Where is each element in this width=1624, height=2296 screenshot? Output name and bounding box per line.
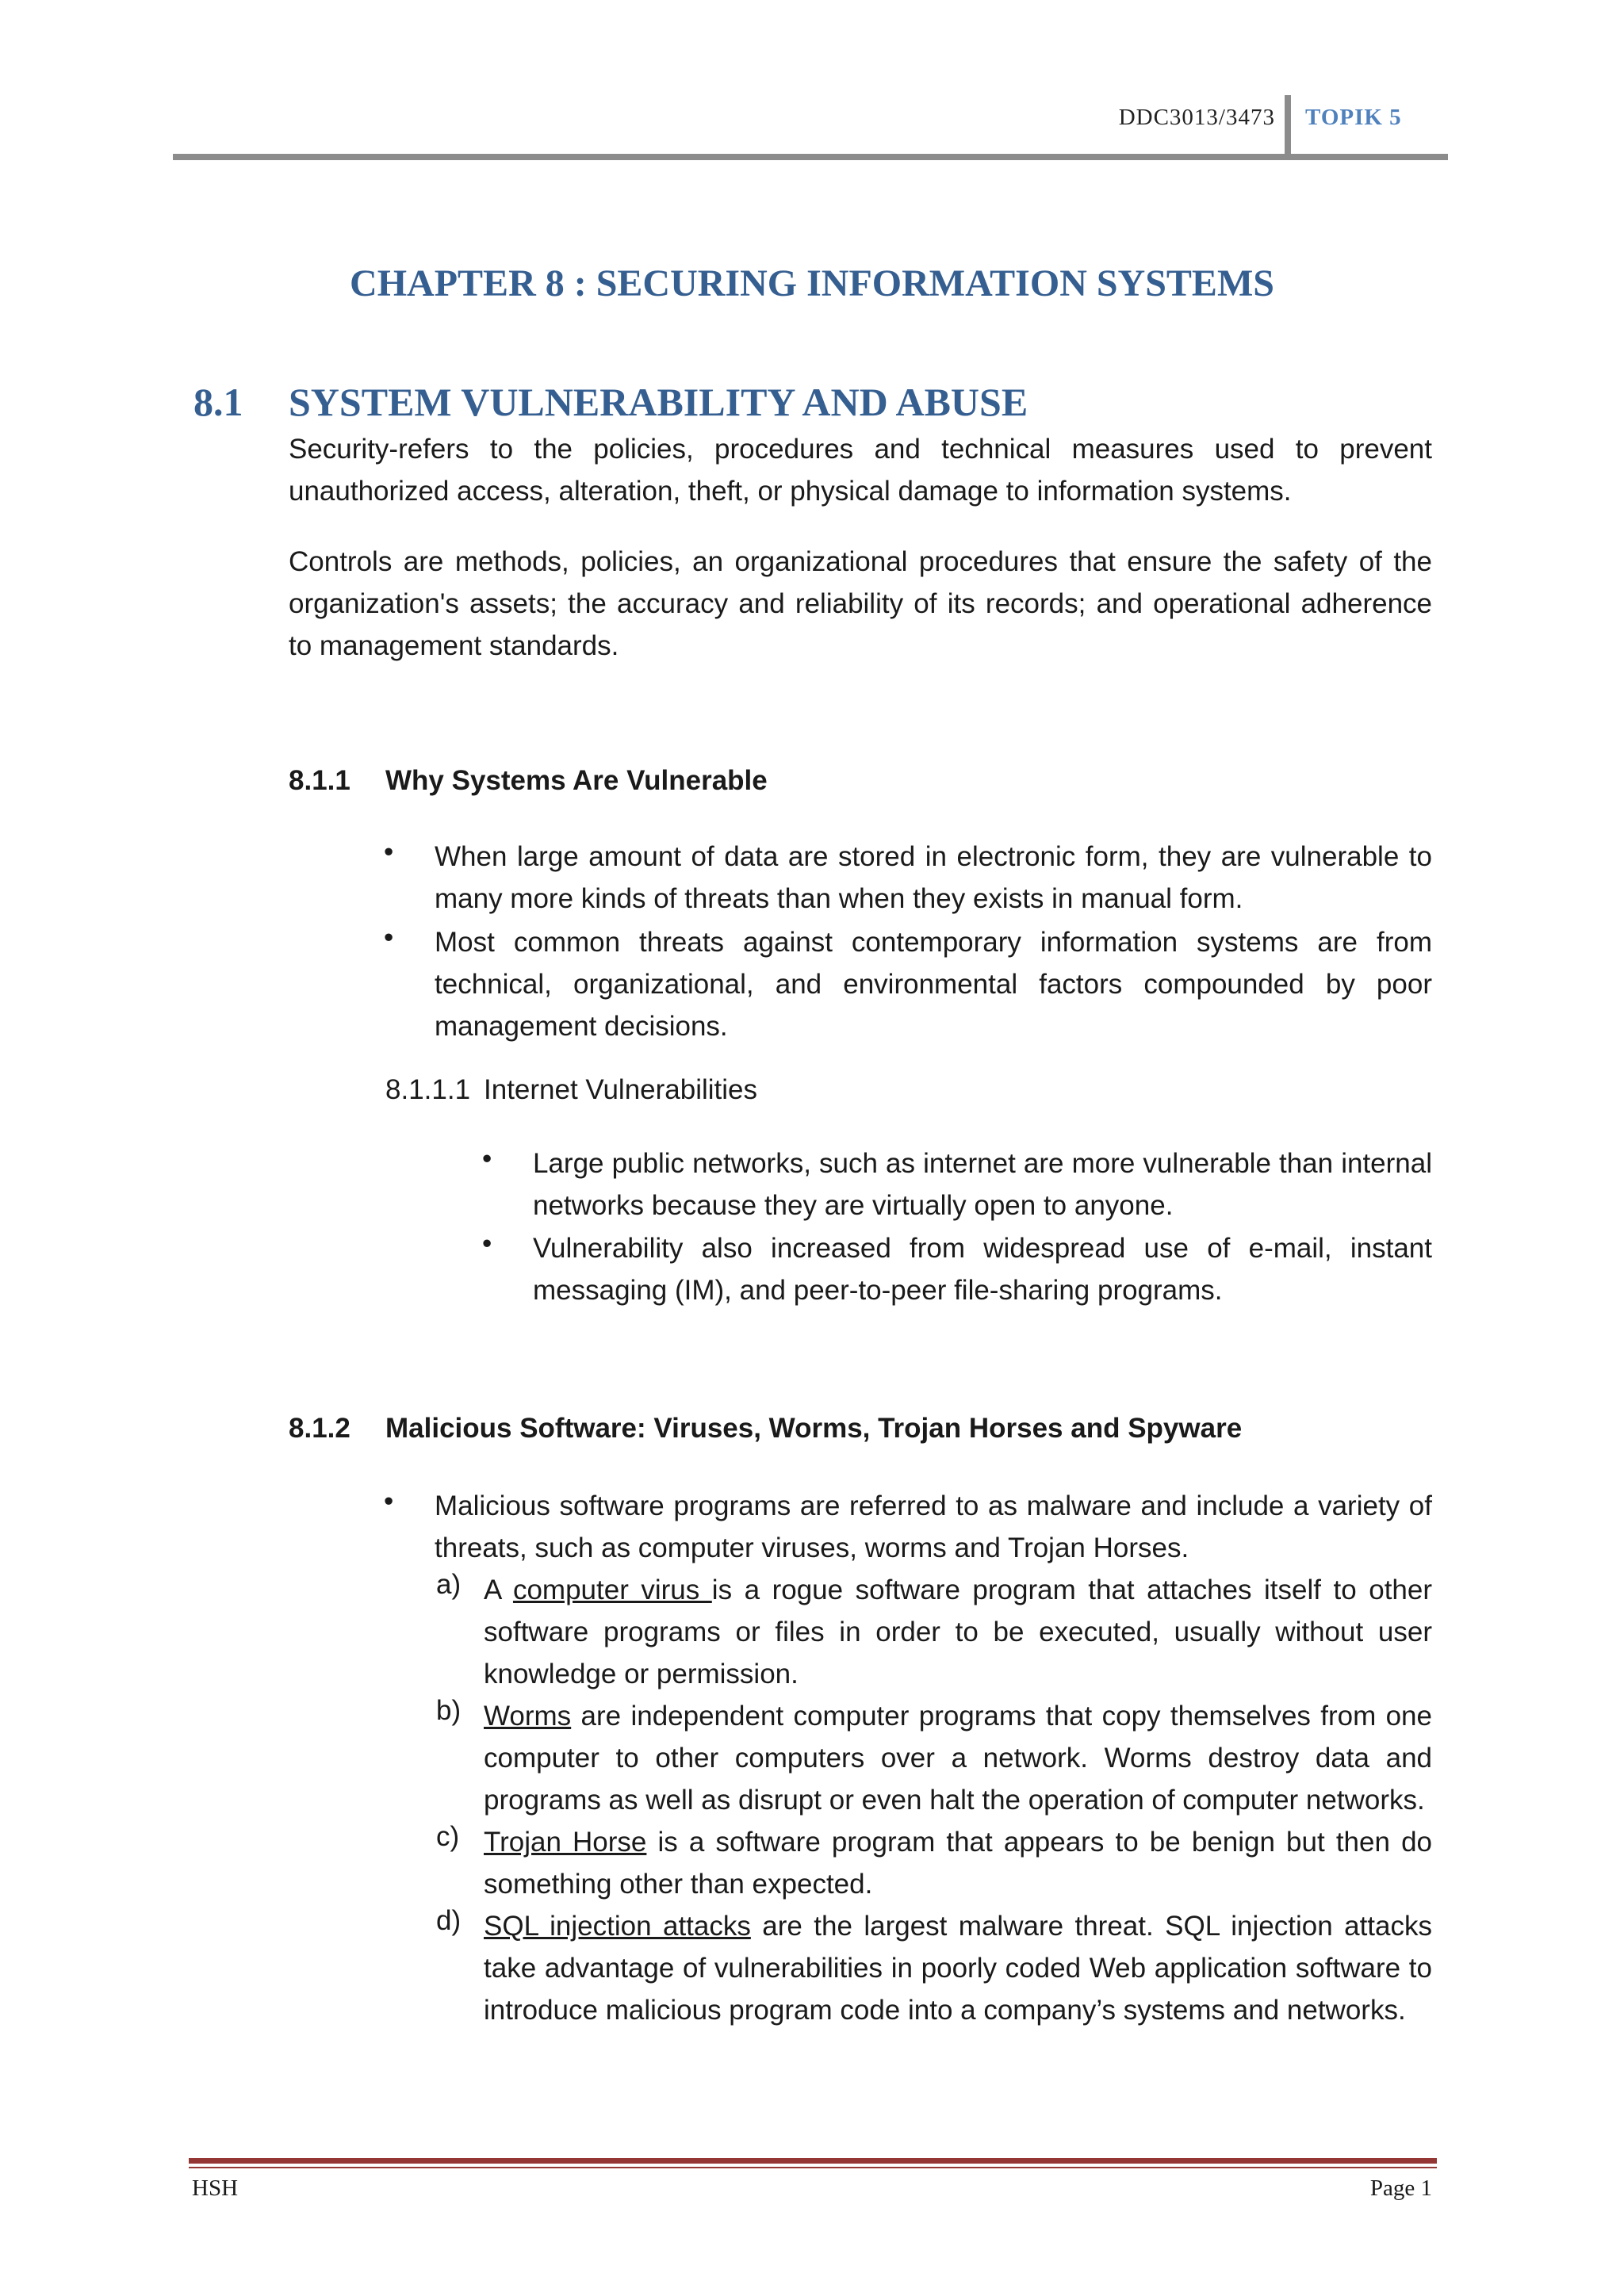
subsection-number: 8.1.1	[289, 765, 350, 796]
list-label: d)	[436, 1905, 462, 1936]
section-number: 8.1	[193, 380, 243, 424]
chapter-title: CHAPTER 8 : SECURING INFORMATION SYSTEMS	[350, 262, 1274, 304]
bullet-icon: •	[384, 836, 394, 867]
item-text: are the largest malware threat. SQL injection attacks take advantage of vulnerabilities in poorly coded Web application software to introduce malicious program code into a company’s systems and networks.	[484, 1911, 1432, 2026]
item-text: is a software program that appears to be benign but then do something other than expected.	[484, 1827, 1433, 1900]
section-title: SYSTEM VULNERABILITY AND ABUSE	[289, 380, 1028, 424]
term-trojan-horse: Trojan Horse	[484, 1827, 647, 1858]
subsubsection-number: 8.1.1.1	[385, 1074, 471, 1105]
controls-paragraph: Controls are methods, policies, an organizational procedures that ensure the safety of the organization's assets; the accuracy and reliability of its records; and operational adherence to management standards.	[289, 546, 1432, 661]
list-item	[484, 1569, 1432, 1695]
list-item: When large amount of data are stored in electronic form, they are vulnerable to many more kinds of threats than when they exists in manual form.	[435, 841, 1432, 914]
subsection-number: 8.1.2	[289, 1413, 350, 1444]
bullet-icon: •	[482, 1143, 492, 1174]
term-computer-virus: computer virus	[512, 1575, 712, 1605]
list-label: c)	[436, 1821, 460, 1852]
list-item	[484, 1821, 1432, 1905]
bullet-icon: •	[384, 1486, 394, 1517]
subsection-title: Malicious Software: Viruses, Worms, Trojan Horses and Spyware	[385, 1413, 1243, 1444]
header-divider	[1285, 95, 1291, 159]
bullet-icon: •	[384, 922, 394, 953]
subsubsection-title: Internet Vulnerabilities	[484, 1074, 758, 1105]
list-item	[484, 1695, 1432, 1821]
list-label: b)	[436, 1695, 462, 1726]
header-course-code: DDC3013/3473	[1118, 105, 1275, 130]
list-item: Vulnerability also increased from widespread use of e-mail, instant messaging (IM), and peer-to-peer file-sharing programs.	[533, 1233, 1432, 1306]
subsection-title: Why Systems Are Vulnerable	[385, 765, 768, 796]
item-prefix: A	[484, 1575, 513, 1605]
footer-rule	[189, 2158, 1437, 2164]
footer-rule-thin	[189, 2167, 1437, 2168]
item-text: are independent computer programs that copy themselves from one computer to other computers over a network. Worms destroy data and programs as well as disrupt or even halt the operation of computer networks.	[484, 1701, 1432, 1816]
list-label: a)	[436, 1569, 462, 1600]
list-item: Large public networks, such as internet are more vulnerable than internal networks because they are virtually open to anyone.	[533, 1148, 1432, 1221]
list-item: Most common threats against contemporary information systems are from technical, organizational, and environmental factors compounded by poor management decisions.	[435, 927, 1432, 1042]
footer-author: HSH	[192, 2175, 239, 2201]
list-item	[484, 1905, 1432, 2031]
term-sql-injection: SQL injection attacks	[484, 1911, 751, 1942]
term-worms: Worms	[484, 1701, 572, 1732]
page-number: Page 1	[1369, 2175, 1432, 2201]
list-item: Malicious software programs are referred to as malware and include a variety of threats, such as computer viruses, worms and Trojan Horses.	[435, 1490, 1432, 1563]
header-rule	[173, 154, 1448, 160]
header-topic: TOPIK 5	[1305, 105, 1402, 130]
bullet-icon: •	[482, 1228, 492, 1259]
security-paragraph: Security-refers to the policies, procedures and technical measures used to prevent unauthorized access, alteration, theft, or physical damage to information systems.	[289, 434, 1432, 507]
item-text: is a rogue software program that attaches itself to other software programs or files in order to be executed, usually without user knowledge or permission.	[484, 1575, 1432, 1689]
